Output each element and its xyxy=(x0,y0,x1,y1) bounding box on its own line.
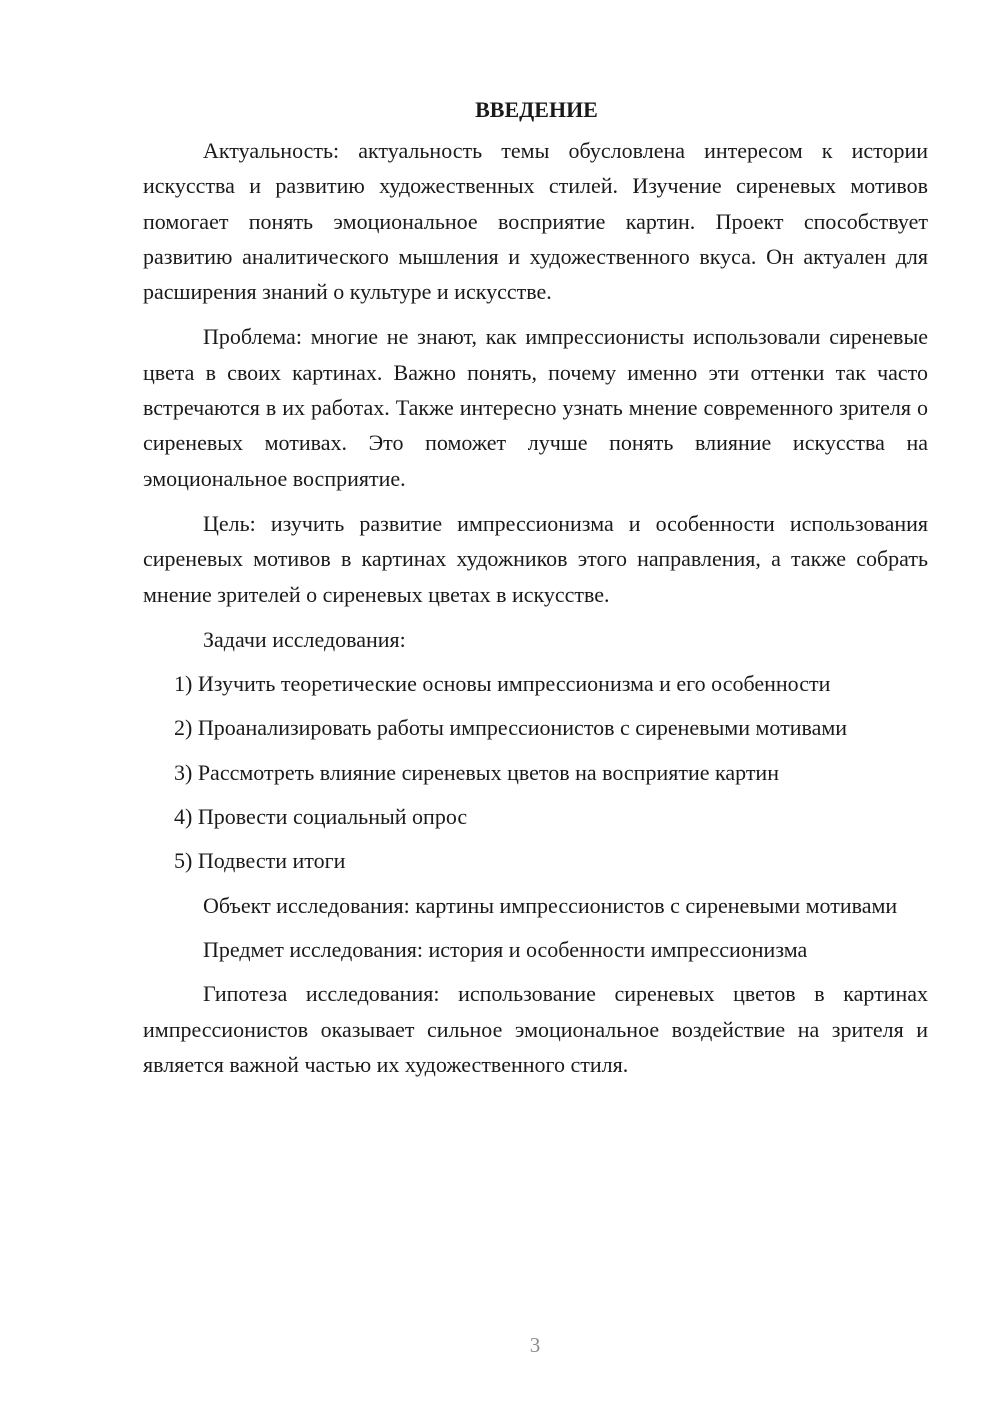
section-title: ВВЕДЕНИЕ xyxy=(475,97,598,122)
paragraph-goal: Цель: изучить развитие импрессионизма и особенности использования сиреневых мотивов в картинах художников этого направления, а также собрать мнение зрителей о сиреневых цветах в искусстве. xyxy=(143,510,928,607)
task-item: 4) Провести социальный опрос xyxy=(174,804,468,830)
task-item: 5) Подвести итоги xyxy=(174,848,346,874)
page-number: 3 xyxy=(529,1333,541,1357)
tasks-list xyxy=(143,666,928,878)
task-item: 3) Рассмотреть влияние сиреневых цветов на восприятие картин xyxy=(174,759,779,785)
paragraph-object: Объект исследования: картины импрессионистов с сиреневыми мотивами xyxy=(203,892,898,918)
paragraph-problem: Проблема: многие не знают, как импрессионисты использовали сиреневые цвета в своих картинах. Важно понять, почему именно эти оттенки так часто встречаются в их работах. Также интересно узнать мнение современного зрителя о сиреневых мотивах. Это поможет лучше понять влияние искусства на эмоциональное восприятие. xyxy=(143,324,928,491)
paragraph-subject: Предмет исследования: история и особенности импрессионизма xyxy=(203,936,808,962)
paragraph-hypothesis: Гипотеза исследования: использование сиреневых цветов в картинах импрессионистов оказывает сильное эмоциональное воздействие на зрителя и является важной частью их художественного стиля. xyxy=(143,981,928,1077)
paragraph-relevance: Актуальность: актуальность темы обусловлена интересом к истории искусства и развитию художественных стилей. Изучение сиреневых мотивов помогает понять эмоциональное восприятие картин. Проект способствует развитию аналитического мышления и художественного вкуса. Он актуален для расширения знаний о культуре и искусстве. xyxy=(143,138,928,305)
page-content xyxy=(143,92,928,1082)
task-item: 2) Проанализировать работы импрессионистов с сиреневыми мотивами xyxy=(174,715,848,741)
tasks-heading: Задачи исследования: xyxy=(203,626,406,652)
task-item: 1) Изучить теоретические основы импрессионизма и его особенности xyxy=(174,671,831,697)
